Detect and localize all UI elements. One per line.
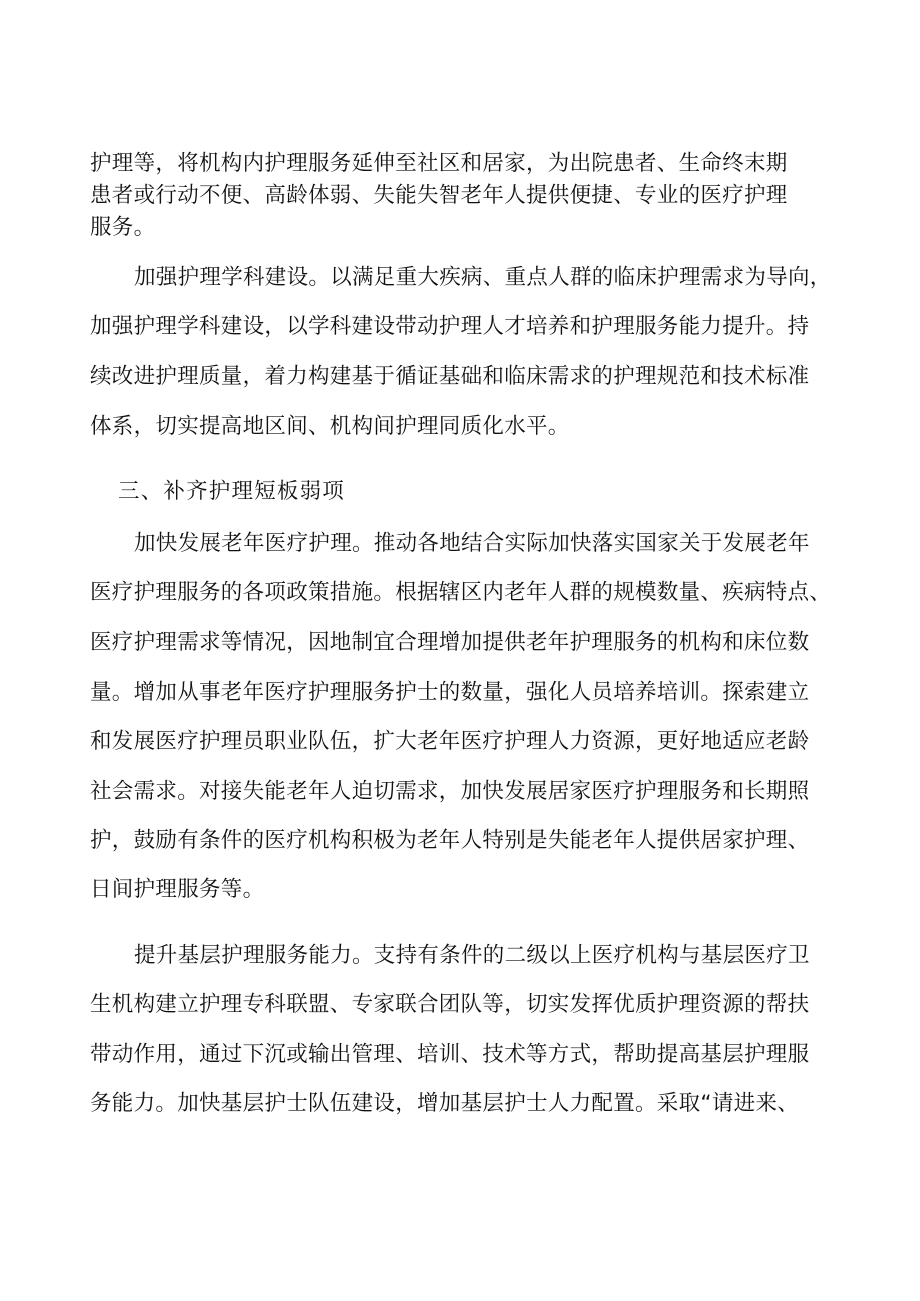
paragraph-3-line-4: 量。增加从事老年医疗护理服务护士的数量，强化人员培养培训。探索建立 [90, 680, 810, 705]
paragraph-2-line-1: 加强护理学科建设。以满足重大疾病、重点人群的临床护理需求为导向， [134, 265, 832, 290]
paragraph-3-line-3: 医疗护理需求等情况，因地制宜合理增加提供老年护理服务的机构和床位数 [90, 630, 810, 655]
paragraph-1-line-3: 服务。 [90, 215, 156, 240]
paragraph-4-line-2: 生机构建立护理专科联盟、专家联合团队等，切实发挥优质护理资源的帮扶 [90, 992, 810, 1017]
paragraph-3-line-2: 医疗护理服务的各项政策措施。根据辖区内老年人群的规模数量、疾病特点、 [90, 580, 832, 605]
paragraph-2-line-3: 续改进护理质量，着力构建基于循证基础和临床需求的护理规范和技术标准 [90, 364, 810, 389]
section-heading: 三、补齐护理短板弱项 [118, 479, 346, 504]
paragraph-2-line-2: 加强护理学科建设，以学科建设带动护理人才培养和护理服务能力提升。持 [90, 314, 810, 339]
paragraph-3-line-6: 社会需求。对接失能老年人迫切需求，加快发展居家医疗护理服务和长期照 [90, 779, 810, 804]
paragraph-3-line-1: 加快发展老年医疗护理。推动各地结合实际加快落实国家关于发展老年 [134, 531, 810, 556]
paragraph-1-line-2: 患者或行动不便、高龄体弱、失能失智老年人提供便捷、专业的医疗护理 [90, 183, 788, 208]
paragraph-4-line-4: 务能力。加快基层护士队伍建设，增加基层护士人力配置。采取“请进来、 [90, 1091, 800, 1116]
paragraph-3-line-5: 和发展医疗护理员职业队伍，扩大老年医疗护理人力资源，更好地适应老龄 [90, 729, 810, 754]
paragraph-1-line-1: 护理等，将机构内护理服务延伸至社区和居家，为出院患者、生命终末期 [90, 151, 788, 176]
paragraph-3-line-8: 日间护理服务等。 [90, 877, 265, 902]
paragraph-3-line-7: 护，鼓励有条件的医疗机构积极为老年人特别是失能老年人提供居家护理、 [90, 828, 810, 853]
paragraph-4-line-1: 提升基层护理服务能力。支持有条件的二级以上医疗机构与基层医疗卫 [134, 943, 810, 968]
paragraph-4-line-3: 带动作用，通过下沉或输出管理、培训、技术等方式，帮助提高基层护理服 [90, 1042, 810, 1067]
paragraph-2-line-4: 体系，切实提高地区间、机构间护理同质化水平。 [90, 414, 570, 439]
